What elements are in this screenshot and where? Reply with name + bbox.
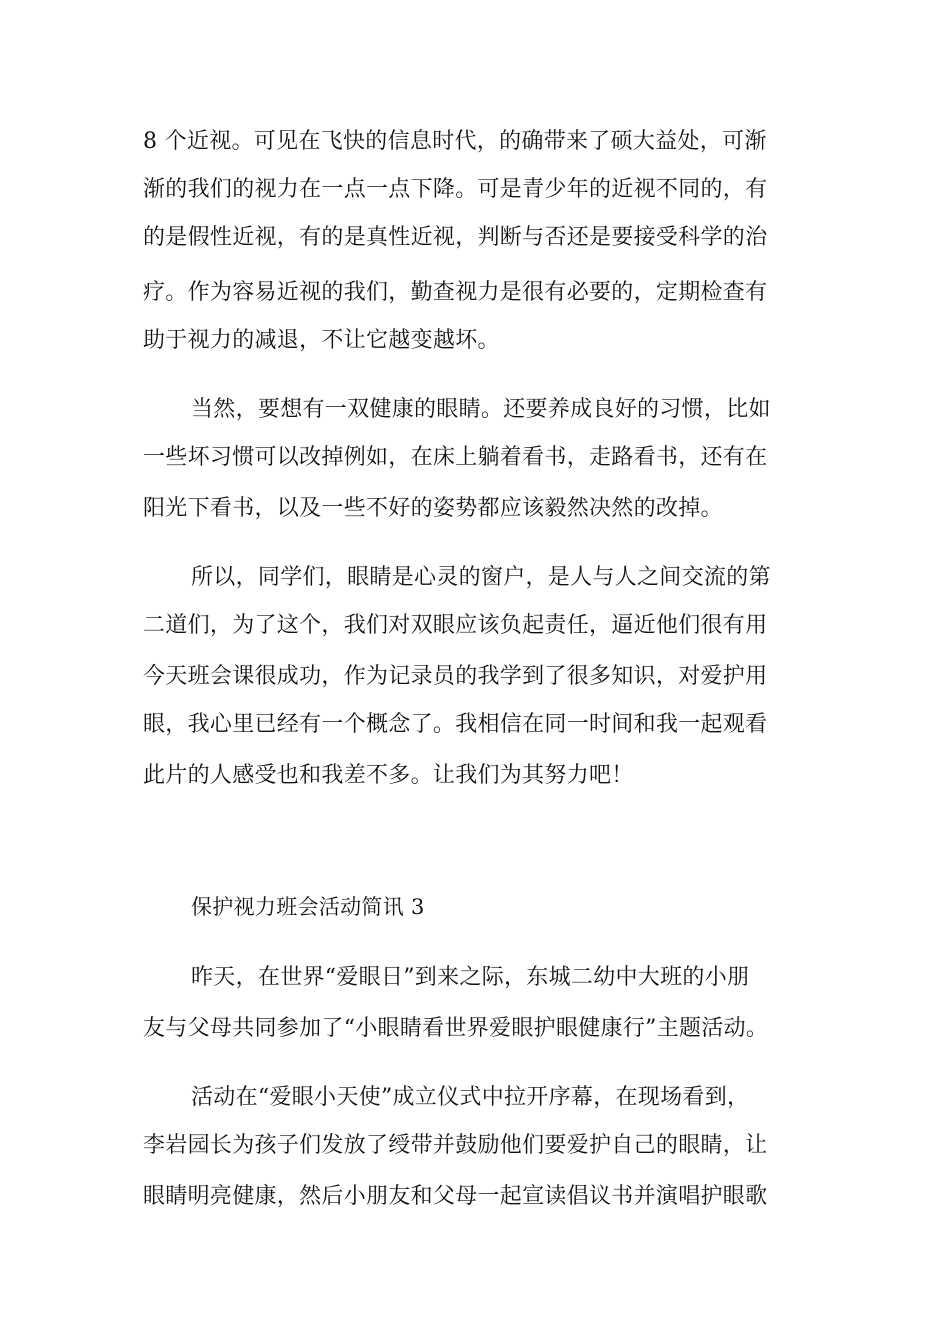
text-line: 今天班会课很成功，作为记录员的我学到了很多知识，对爱护用 xyxy=(143,664,768,689)
text-line: 8 个近视。可见在飞快的信息时代，的确带来了硕大益处，可渐 xyxy=(143,129,767,154)
section-heading: 保护视力班会活动简讯 3 xyxy=(191,895,425,919)
text-line: 友与父母共同参加了“小眼睛看世界爱眼护眼健康行”主题活动。 xyxy=(143,1016,769,1041)
text-line: 二道们，为了这个，我们对双眼应该负起责任，逼近他们很有用 xyxy=(143,613,768,638)
text-line: 的是假性近视，有的是真性近视，判断与否还是要接受科学的治 xyxy=(143,225,768,250)
text-line: 当然，要想有一双健康的眼睛。还要养成良好的习惯，比如 xyxy=(191,397,771,422)
text-line: 所以，同学们，眼睛是心灵的窗户，是人与人之间交流的第 xyxy=(191,565,771,590)
text-line: 眼睛明亮健康，然后小朋友和父母一起宣读倡议书并演唱护眼歌 xyxy=(143,1184,768,1209)
text-line: 此片的人感受也和我差不多。让我们为其努力吧！ xyxy=(143,763,634,788)
text-line: 李岩园长为孩子们发放了绶带并鼓励他们要爱护自己的眼睛，让 xyxy=(143,1133,768,1158)
text-line: 眼，我心里已经有一个概念了。我相信在同一时间和我一起观看 xyxy=(143,712,768,737)
text-line: 疗。作为容易近视的我们，勤查视力是很有必要的，定期检查有 xyxy=(143,280,768,305)
text-line: 阳光下看书，以及一些不好的姿势都应该毅然决然的改掉。 xyxy=(143,496,723,521)
text-line: 渐的我们的视力在一点一点下降。可是青少年的近视不同的，有 xyxy=(143,177,768,202)
text-line: 活动在“爱眼小天使”成立仪式中拉开序幕，在现场看到， xyxy=(191,1085,750,1110)
text-line: 昨天，在世界“爱眼日”到来之际，东城二幼中大班的小朋 xyxy=(191,965,750,990)
text-line: 助于视力的减退，不让它越变越坏。 xyxy=(143,328,500,353)
text-line: 一些坏习惯可以改掉例如，在床上躺着看书，走路看书，还有在 xyxy=(143,445,768,470)
